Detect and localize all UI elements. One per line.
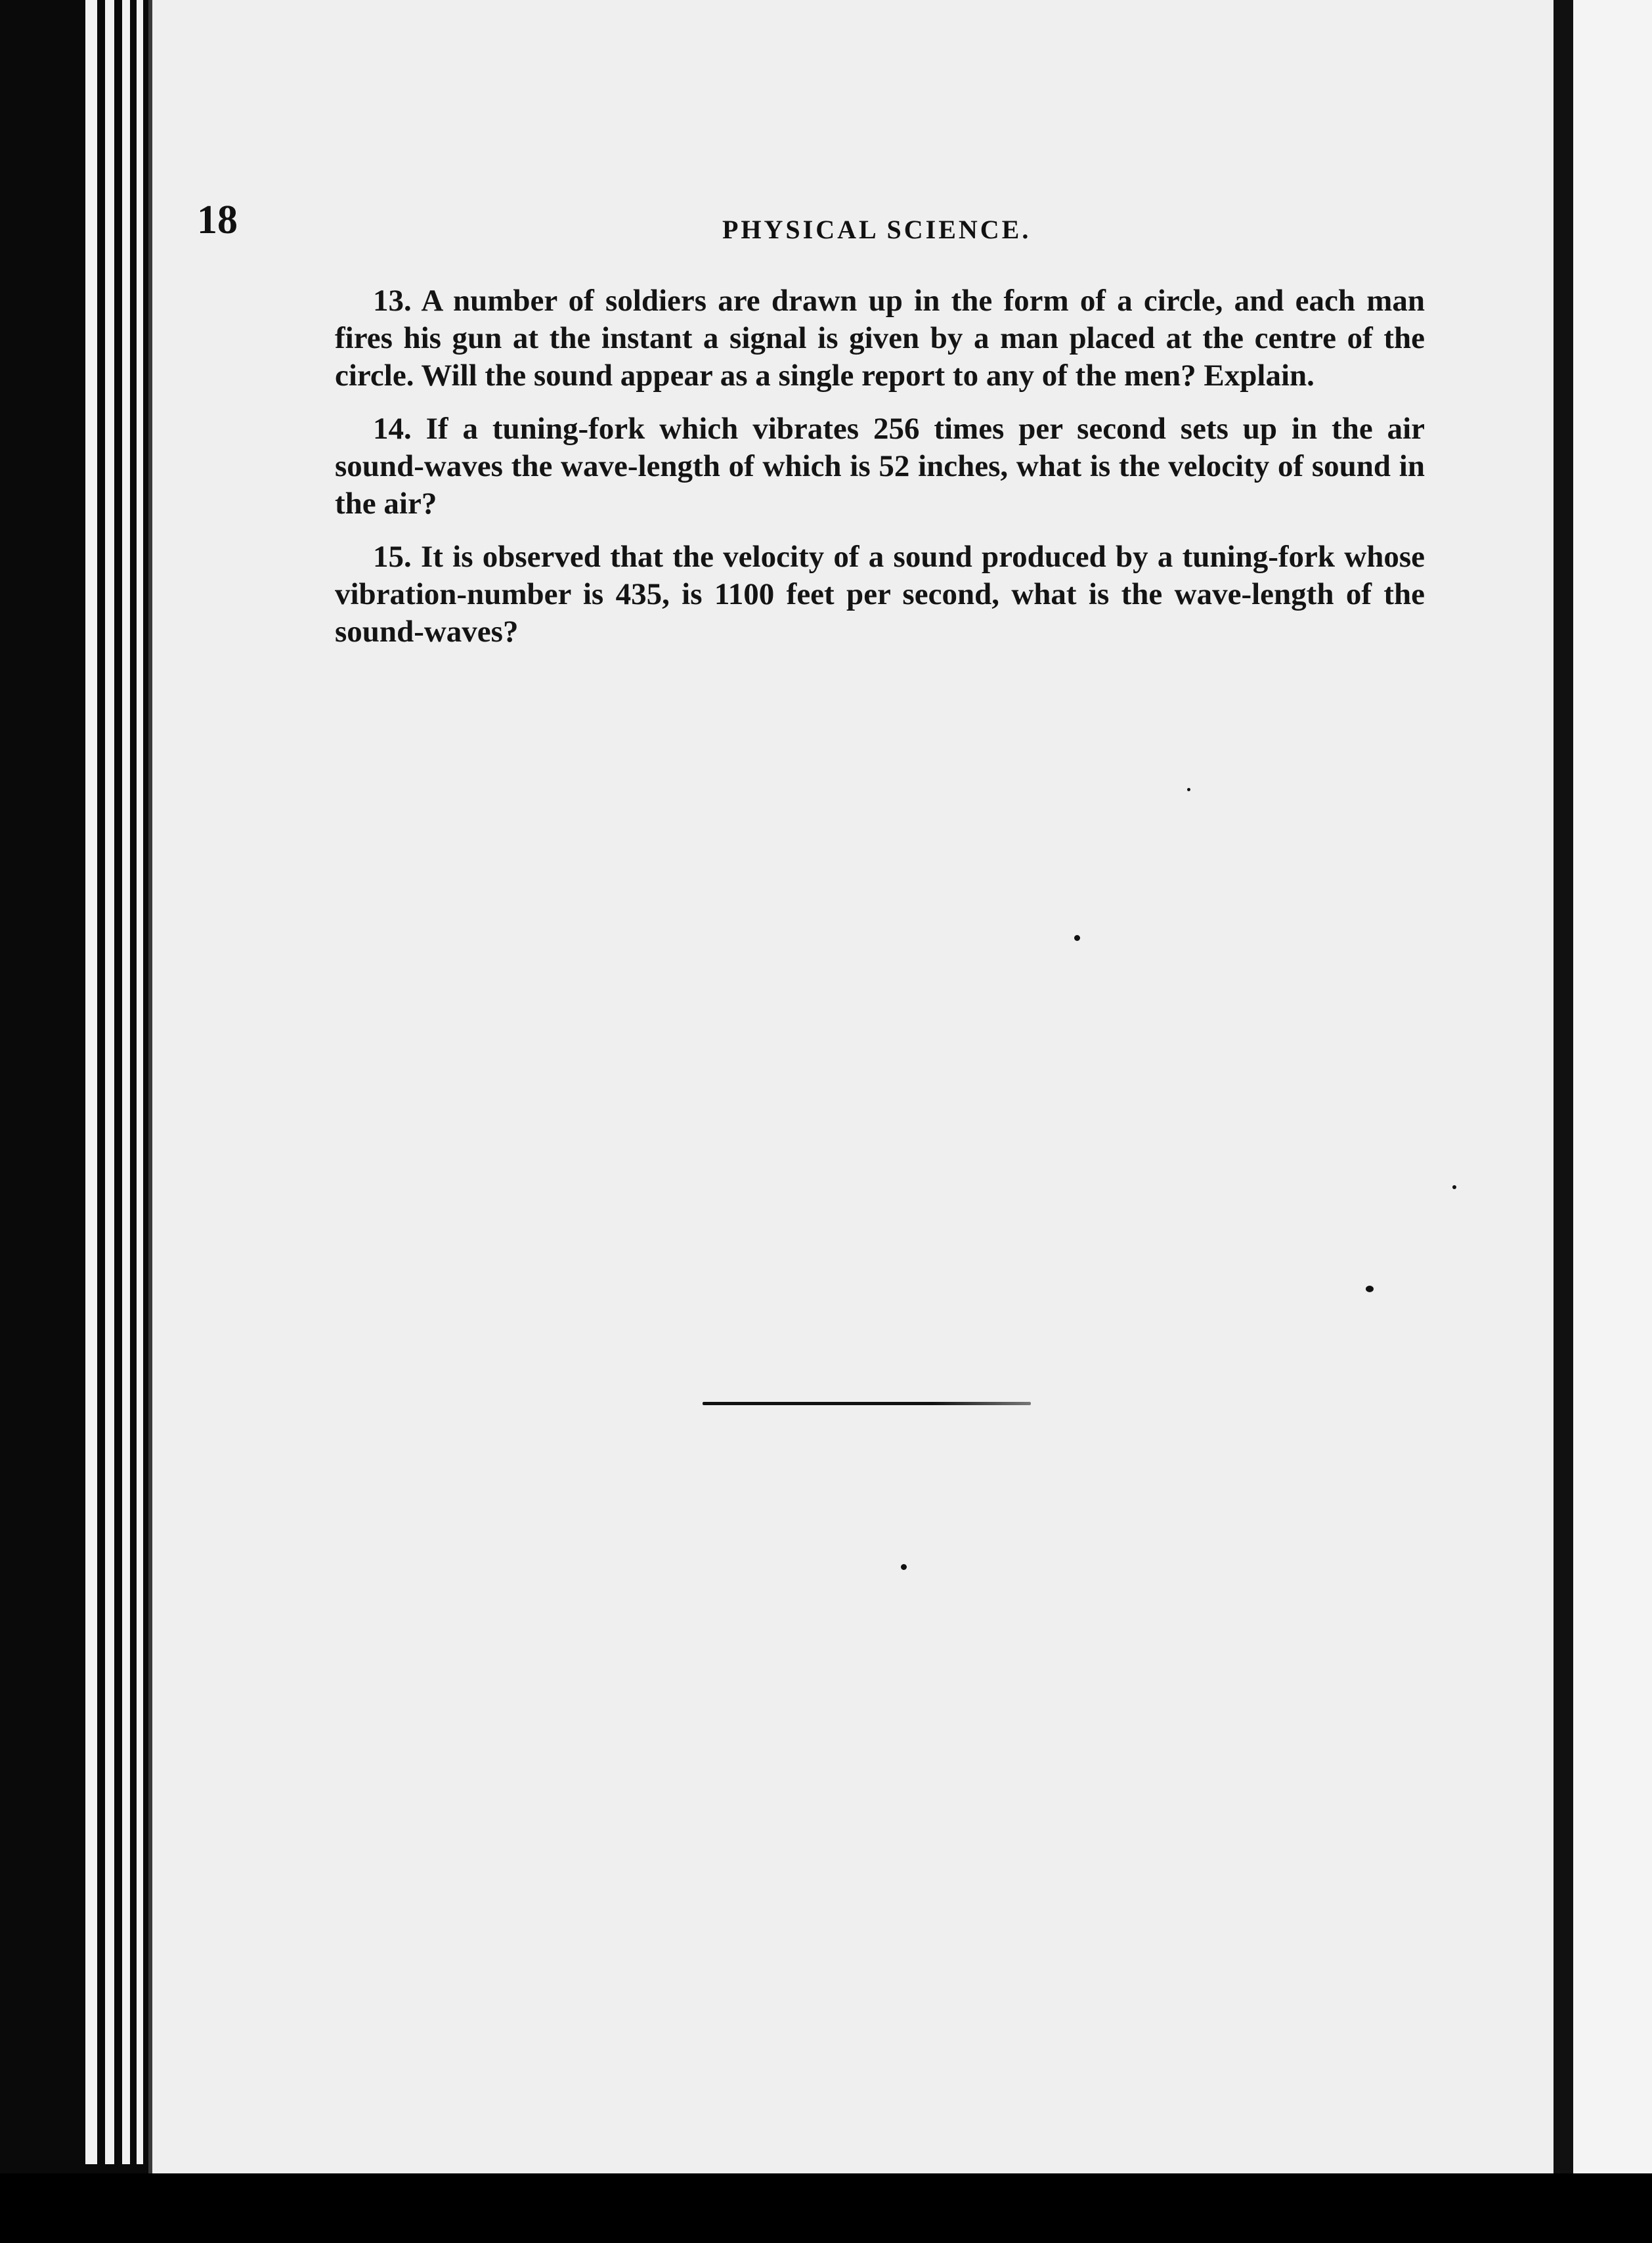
gutter-shadow [1554, 0, 1573, 2243]
problem-14: 14. If a tuning-fork which vibrates 256 times per second sets up in the air sound-waves the wave-length of which is 52 inches, what is the velocity of sound in the air? [335, 412, 1425, 521]
facing-page-edge [1573, 0, 1652, 2243]
ink-speck [901, 1564, 907, 1570]
running-head: PHYSICAL SCIENCE. [722, 215, 1032, 244]
page-edge [122, 0, 130, 2164]
problem-15: 15. It is observed that the velocity of a sound produced by a tuning-fork whose vibration-number is 435, is 1100 feet per second, what is the wave-length of the sound-waves? [335, 540, 1425, 649]
ink-speck [1187, 788, 1190, 791]
problem-list [335, 282, 1425, 666]
page-edge [85, 0, 97, 2164]
section-rule [703, 1402, 1031, 1405]
scan-border [0, 2173, 1652, 2243]
ink-speck [1452, 1185, 1456, 1189]
problem-13: 13. A number of soldiers are drawn up in the form of a circle, and each man fires his gun at the instant a signal is given by a man placed at the centre of the circle. Will the sound appear as a single report to any of the men? Explain. [335, 284, 1425, 393]
page-edge [105, 0, 114, 2164]
ink-speck [1074, 935, 1080, 941]
ink-speck [1366, 1286, 1374, 1292]
page-edge [137, 0, 143, 2164]
page-number: 18 [197, 198, 238, 242]
